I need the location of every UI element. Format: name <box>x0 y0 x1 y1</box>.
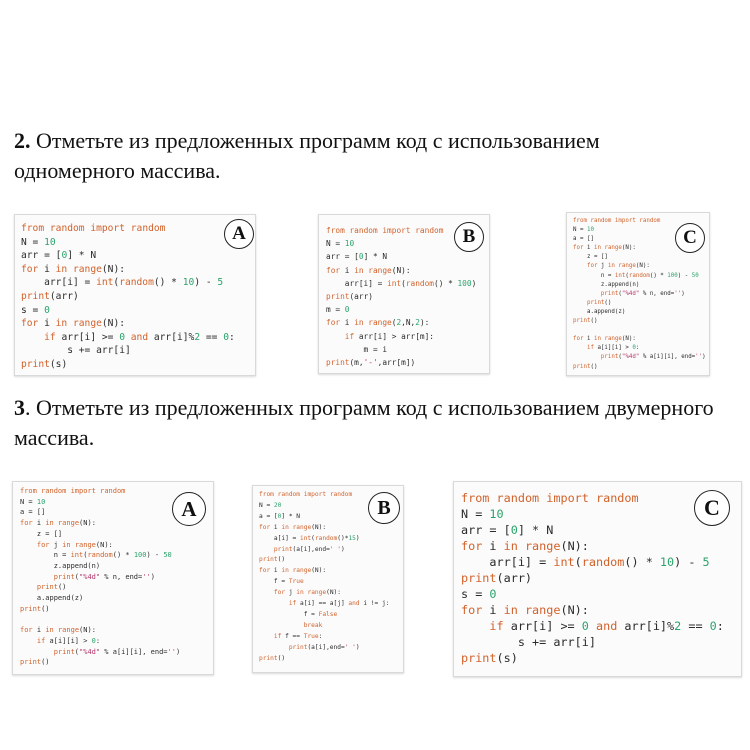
code-line: for i in range(N): <box>259 567 327 575</box>
code-line: z = [] <box>573 254 608 261</box>
code-line: if arr[i] > arr[m]: <box>344 331 434 341</box>
code-line: if arr[i] >= 0 and arr[i]%2 == 0: <box>44 331 235 343</box>
code-line: m = i <box>326 344 388 354</box>
code-line: N = 10 <box>461 507 504 521</box>
q2-program-b-code <box>326 224 476 369</box>
code-line: print("%4d" % n, end='') <box>53 572 155 581</box>
code-line: for i in range(2,N,2): <box>326 318 430 328</box>
code-line: N = 10 <box>326 239 355 249</box>
q3-program-a-code <box>20 486 180 668</box>
code-line: print() <box>586 299 612 306</box>
code-line: if a[i] == a[j] and i != j: <box>288 600 390 608</box>
code-line: n = int(random() * 100) - 50 <box>573 272 699 279</box>
code-line: print() <box>259 654 286 662</box>
code-line: arr[i] = int(random() * 100) <box>326 278 477 288</box>
code-line: s += arr[i] <box>21 345 131 357</box>
q2-program-a-panel[interactable] <box>14 214 256 376</box>
code-line: print("%4d" % a[i][i], end='') <box>600 354 706 361</box>
code-line: print() <box>573 363 598 370</box>
code-line: print(s) <box>461 651 518 665</box>
q3-program-b-badge: B <box>368 492 400 524</box>
code-line: a = [] <box>20 508 46 517</box>
code-line: a.append(z) <box>20 594 84 603</box>
q3-program-c-panel[interactable] <box>453 481 742 677</box>
q3-program-c-badge: C <box>694 490 730 526</box>
q3-program-a-panel[interactable] <box>12 481 214 675</box>
question-3-number: 3 <box>14 395 25 420</box>
question-2-number: 2. <box>14 128 31 153</box>
code-line: print(arr) <box>461 571 533 585</box>
q3-program-c-code <box>461 490 724 666</box>
code-line: for j in range(N): <box>586 263 650 270</box>
code-line: N = 20 <box>259 501 282 509</box>
code-line: if f == True: <box>273 632 323 640</box>
code-line: from random import random <box>259 491 353 498</box>
q3-program-b-panel[interactable] <box>252 485 404 673</box>
q2-program-b-badge: B <box>454 222 484 252</box>
code-line: s = 0 <box>21 304 50 316</box>
code-line: for j in range(N): <box>36 540 113 549</box>
code-line: from random import random <box>573 218 661 224</box>
code-line: if arr[i] >= 0 and arr[i]%2 == 0: <box>489 619 724 633</box>
code-line: print() <box>573 318 598 325</box>
code-line: a.append(z) <box>573 308 626 315</box>
code-line: print("%4d" % n, end='') <box>600 290 685 297</box>
code-line: arr[i] = int(random() * 10) - 5 <box>461 555 710 569</box>
code-line: for i in range(N): <box>259 523 327 531</box>
code-line: for i in range(N): <box>21 263 125 275</box>
code-line <box>20 614 180 625</box>
code-line: print(arr) <box>326 292 373 302</box>
code-line: arr = [0] * N <box>21 250 97 262</box>
code-line: print(a[i],end=' ') <box>288 643 360 651</box>
code-line <box>573 326 706 335</box>
code-line: f = True <box>259 578 304 586</box>
q2-program-c-badge: C <box>675 223 705 253</box>
q2-program-c-panel[interactable] <box>566 212 710 376</box>
code-line: for i in range(N): <box>461 539 589 553</box>
code-line: break <box>303 621 323 629</box>
code-line: print("%4d" % a[i][i], end='') <box>53 647 181 656</box>
code-line: for i in range(N): <box>21 318 125 330</box>
code-line: print(s) <box>21 358 68 370</box>
code-line: arr[i] = int(random() * 10) - 5 <box>21 277 224 289</box>
code-line: for j in range(N): <box>273 589 342 597</box>
code-line: from random import random <box>21 223 166 234</box>
code-line: a = [] <box>573 236 594 243</box>
code-line: print() <box>20 604 50 613</box>
code-line: from random import random <box>20 487 126 495</box>
code-line: z.append(n) <box>573 281 640 288</box>
code-line: for i in range(N): <box>461 603 589 617</box>
code-line: a = [0] * N <box>259 512 301 520</box>
q2-program-b-panel[interactable] <box>318 214 490 374</box>
question-3-text: . Отметьте из предложенных программ код с использованием двумерного массива. <box>14 395 714 450</box>
code-line: z.append(n) <box>20 561 101 570</box>
q2-program-a-badge: A <box>224 219 254 249</box>
code-line: arr = [0] * N <box>461 523 554 537</box>
code-line: print() <box>259 556 286 564</box>
code-line: m = 0 <box>326 305 350 315</box>
code-line: n = int(random() * 100) - 50 <box>20 551 172 560</box>
code-line: f = False <box>259 610 338 618</box>
code-line: a[i] = int(random()*15) <box>259 534 360 542</box>
code-line: print() <box>20 658 50 667</box>
q2-program-a-code <box>21 222 235 372</box>
code-line: z = [] <box>20 529 63 538</box>
question-3 <box>14 393 714 453</box>
code-line: s = 0 <box>461 587 497 601</box>
code-line: if a[i][i] > 0: <box>586 345 640 352</box>
code-line: print(arr) <box>21 290 79 302</box>
code-line: for i in range(N): <box>573 336 636 343</box>
code-line: from random import random <box>326 226 444 235</box>
code-line: print(m,'-',arr[m]) <box>326 358 416 368</box>
code-line: N = 10 <box>20 497 46 506</box>
code-line: N = 10 <box>21 236 56 248</box>
question-2 <box>14 126 714 186</box>
code-line: if a[i][i] > 0: <box>36 636 101 645</box>
code-line: arr = [0] * N <box>326 252 388 262</box>
question-2-text: Отметьте из предложенных программ код с использованием одномерного массива. <box>14 128 600 183</box>
code-line: print(a[i],end=' ') <box>273 545 345 553</box>
code-line: for i in range(N): <box>20 626 96 635</box>
code-line: s += arr[i] <box>461 635 596 649</box>
code-line: for i in range(N): <box>573 245 636 252</box>
q3-program-a-badge: A <box>172 492 206 526</box>
code-line: for i in range(N): <box>326 265 411 275</box>
code-line: from random import random <box>461 491 639 505</box>
code-line: print() <box>36 583 67 592</box>
code-line: for i in range(N): <box>20 519 96 528</box>
code-line: N = 10 <box>573 227 594 234</box>
